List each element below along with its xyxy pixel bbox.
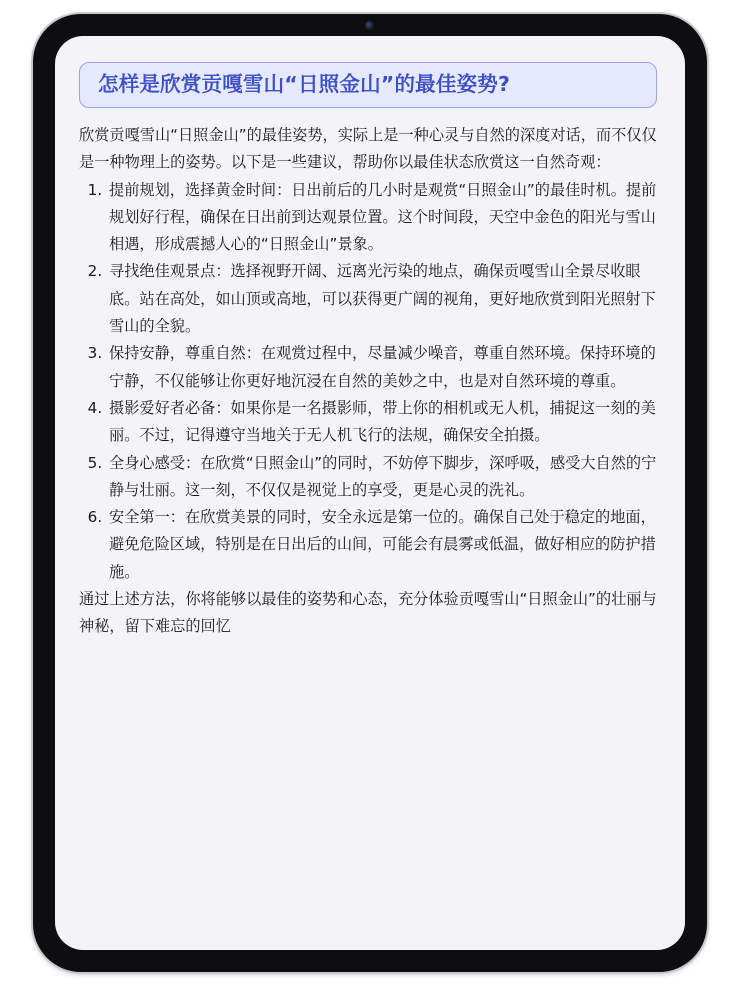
title-banner [79,62,657,108]
list-item: 4. 摄影爱好者必备：如果你是一名摄影师，带上你的相机或无人机，捕捉这一刻的美丽。不过，记得遵守当地关于无人机飞行的法规，确保安全拍摄。 [107,395,663,450]
list-item: 2. 寻找绝佳观景点：选择视野开阔、远离光污染的地点，确保贡嘎雪山全景尽收眼底。站在高处，如山顶或高地，可以获得更广阔的视角，更好地欣赏到阳光照射下雪山的全貌。 [107,258,663,340]
article-body [79,122,663,641]
conclusion-paragraph: 通过上述方法，你将能够以最佳的姿势和心态，充分体验贡嘎雪山“日照金山”的壮丽与神秘，留下难忘的回忆 [79,590,657,636]
list-item: 6. 安全第一：在欣赏美景的同时，安全永远是第一位的。确保自己处于稳定的地面，避免危险区域，特别是在日出后的山间，可能会有晨雾或低温，做好相应的防护措施。 [107,504,663,586]
tablet-screen [55,36,685,950]
intro-paragraph: 欣赏贡嘎雪山“日照金山”的最佳姿势，实际上是一种心灵与自然的深度对话，而不仅仅是一种物理上的姿势。以下是一些建议，帮助你以最佳状态欣赏这一自然奇观： [79,126,657,172]
page-title: 怎样是欣赏贡嘎雪山“日照金山”的最佳姿势? [98,72,511,96]
list-item: 5. 全身心感受：在欣赏“日照金山”的同时，不妨停下脚步，深呼吸，感受大自然的宁静与壮丽。这一刻，不仅仅是视觉上的享受，更是心灵的洗礼。 [107,450,663,505]
list-item: 1. 提前规划，选择黄金时间：日出前后的几小时是观赏“日照金山”的最佳时机。提前规划好行程，确保在日出前到达观景位置。这个时间段，天空中金色的阳光与雪山相遇，形成震撼人心的“日照金山”景象。 [107,177,663,259]
list-item: 3. 保持安静，尊重自然：在观赏过程中，尽量减少噪音，尊重自然环境。保持环境的宁静，不仅能够让你更好地沉浸在自然的美妙之中，也是对自然环境的尊重。 [107,340,663,395]
front-camera-icon [365,21,374,30]
tips-list [79,177,663,586]
